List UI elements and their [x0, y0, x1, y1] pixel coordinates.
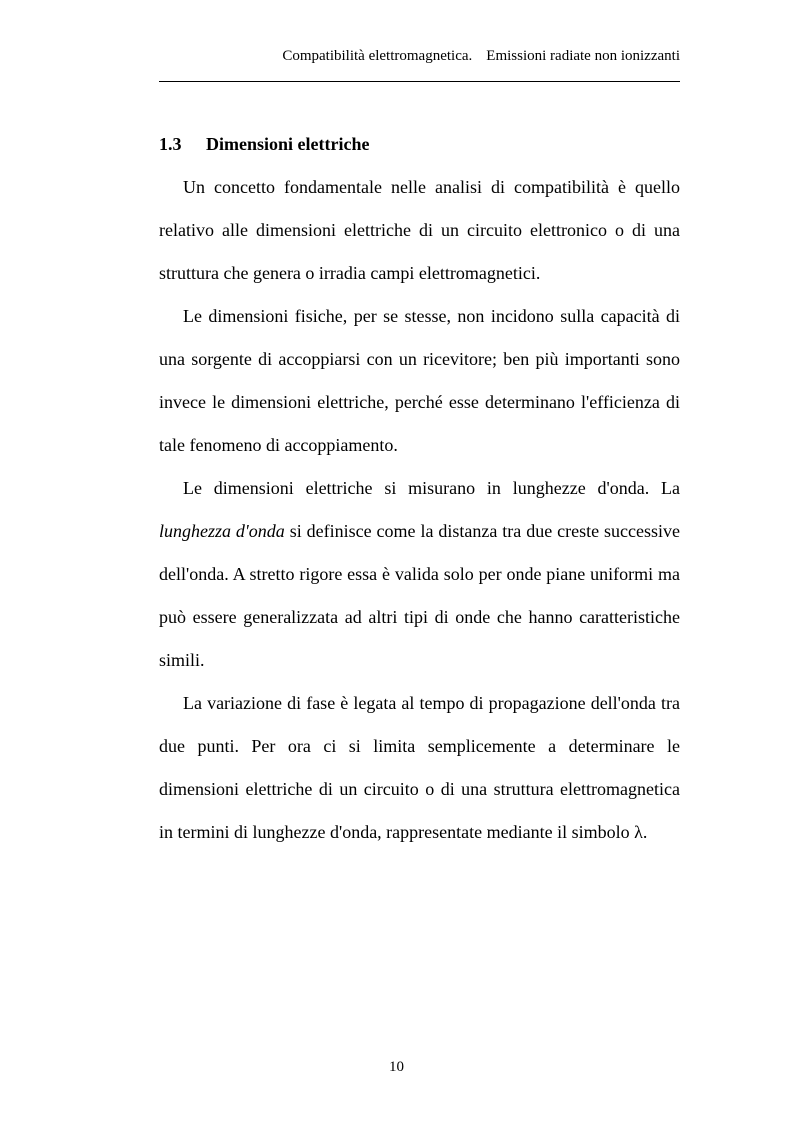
paragraph-4: La variazione di fase è legata al tempo di propagazione dell'onda tra due punti. Per ora ci si limita semplicemente a determinare le dimensioni elettriche di un circuito o di una struttura elettromagnetica in termini di lunghezze d'onda, rappresentate mediante il simbolo λ.	[159, 693, 680, 842]
paragraph-1: Un concetto fondamentale nelle analisi di compatibilità è quello relativo alle dimensioni elettriche di un circuito elettronico o di una struttura che genera o irradia campi elettromagnetici.	[159, 177, 680, 283]
section-title: Dimensioni elettriche	[206, 134, 370, 154]
header-divider	[159, 81, 680, 82]
header-right-title: Emissioni radiate non ionizzanti	[486, 48, 680, 64]
paragraph-3-rest: si definisce come la distanza tra due creste successive dell'onda. A stretto rigore essa è valida solo per onde piane uniformi ma può essere generalizzata ad altri tipi di onde che hanno caratteristiche simili.	[159, 521, 680, 670]
header-left-title: Compatibilità elettromagnetica.	[282, 48, 473, 64]
running-header	[159, 46, 680, 66]
body-text	[159, 166, 680, 854]
section-heading	[159, 132, 369, 156]
paragraph-2: Le dimensioni fisiche, per se stesse, non incidono sulla capacità di una sorgente di accoppiarsi con un ricevitore; ben più importanti sono invece le dimensioni elettriche, perché esse determinano l'efficienza di tale fenomeno di accoppiamento.	[159, 306, 680, 455]
section-number: 1.3	[159, 134, 182, 154]
paragraph-3	[159, 467, 680, 682]
term-wavelength: lunghezza d'onda	[159, 521, 285, 541]
paragraph-3-lead: Le dimensioni elettriche si misurano in lunghezze d'onda. La	[183, 478, 680, 498]
page-number: 10	[389, 1059, 404, 1075]
